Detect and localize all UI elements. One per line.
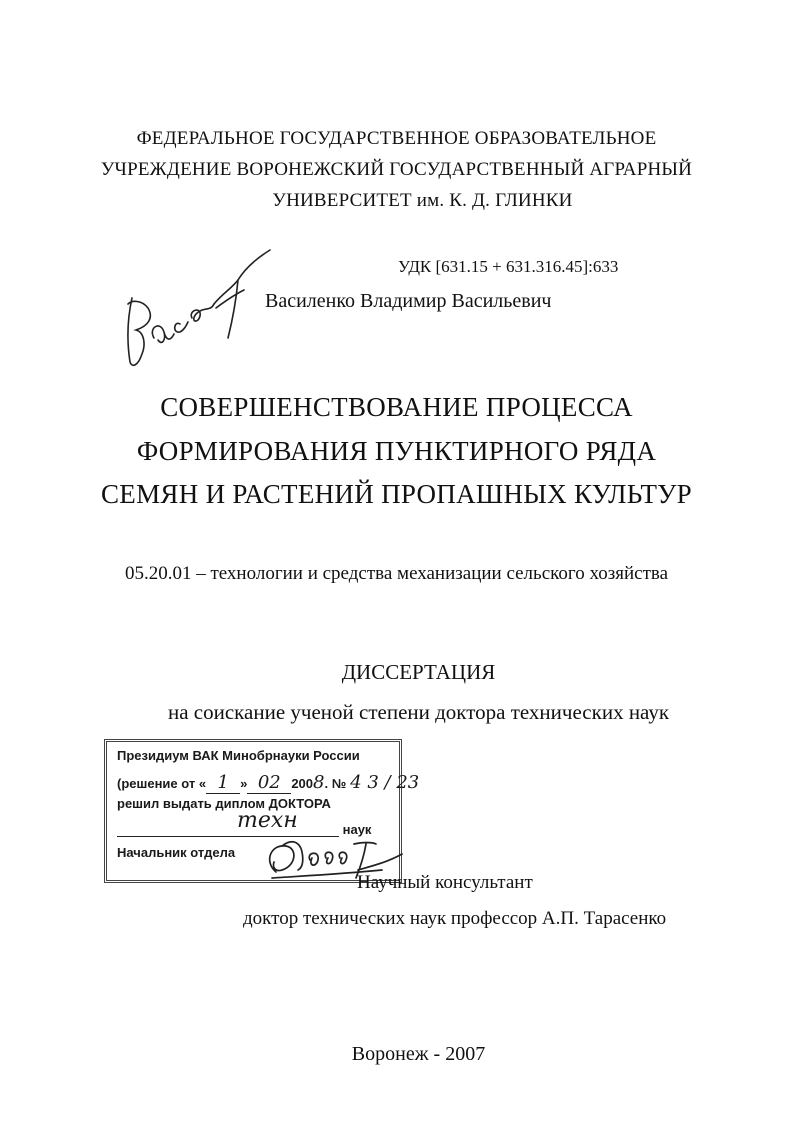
institution-line-2: УЧРЕЖДЕНИЕ ВОРОНЕЖСКИЙ ГОСУДАРСТВЕННЫЙ АГРАРНЫЙ bbox=[100, 159, 693, 180]
stamp-science-field: техн bbox=[237, 808, 298, 833]
stamp-year-prefix: 200 bbox=[291, 776, 314, 791]
specialty-code: 05.20.01 – технологии и средства механизации сельского хозяйства bbox=[124, 563, 669, 584]
author-signature bbox=[118, 240, 283, 375]
consultant-label: Научный консультант bbox=[357, 872, 533, 893]
institution-line-1: ФЕДЕРАЛЬНОЕ ГОСУДАРСТВЕННОЕ ОБРАЗОВАТЕЛЬНОЕ bbox=[136, 128, 657, 149]
dissertation-subheading: на соискание ученой степени доктора технических наук bbox=[167, 700, 670, 724]
dissertation-heading: ДИССЕРТАЦИЯ bbox=[341, 660, 496, 684]
udc-code: УДК [631.15 + 631.316.45]:633 bbox=[398, 257, 619, 276]
stamp-row-5 bbox=[117, 845, 235, 860]
stamp-date-sep: » bbox=[240, 776, 248, 791]
stamp-decision-prefix: (решение от « bbox=[117, 776, 207, 791]
title-line-2: ФОРМИРОВАНИЯ ПУНКТИРНОГО РЯДА bbox=[136, 436, 657, 466]
stamp-number-label: . № bbox=[324, 776, 347, 791]
author-name: Василенко Владимир Васильевич bbox=[265, 290, 552, 312]
consultant-name: доктор технических наук профессор А.П. Тарасенко bbox=[243, 908, 667, 929]
stamp-row-1: Президиум ВАК Минобрнауки России bbox=[117, 748, 360, 763]
stamp-science-suffix: наук bbox=[342, 822, 372, 837]
stamp-head-label: Начальник отдела bbox=[117, 845, 236, 860]
stamp-number: 4 3 / 23 bbox=[350, 772, 420, 793]
stamp-day: 1 bbox=[217, 772, 229, 793]
title-line-1: СОВЕРШЕНСТВОВАНИЕ ПРОЦЕССА bbox=[160, 392, 633, 422]
stamp-year-digit: 8 bbox=[313, 772, 325, 793]
stamp-month: 02 bbox=[257, 772, 281, 793]
stamp-row-2 bbox=[117, 772, 419, 794]
stamp-row-3: решил выдать диплом ДОКТОРА bbox=[117, 796, 331, 811]
title-line-3: СЕМЯН И РАСТЕНИЙ ПРОПАШНЫХ КУЛЬТУР bbox=[101, 479, 692, 509]
city-year: Воронеж - 2007 bbox=[351, 1043, 486, 1065]
institution-line-3: УНИВЕРСИТЕТ им. К. Д. ГЛИНКИ bbox=[272, 190, 573, 211]
